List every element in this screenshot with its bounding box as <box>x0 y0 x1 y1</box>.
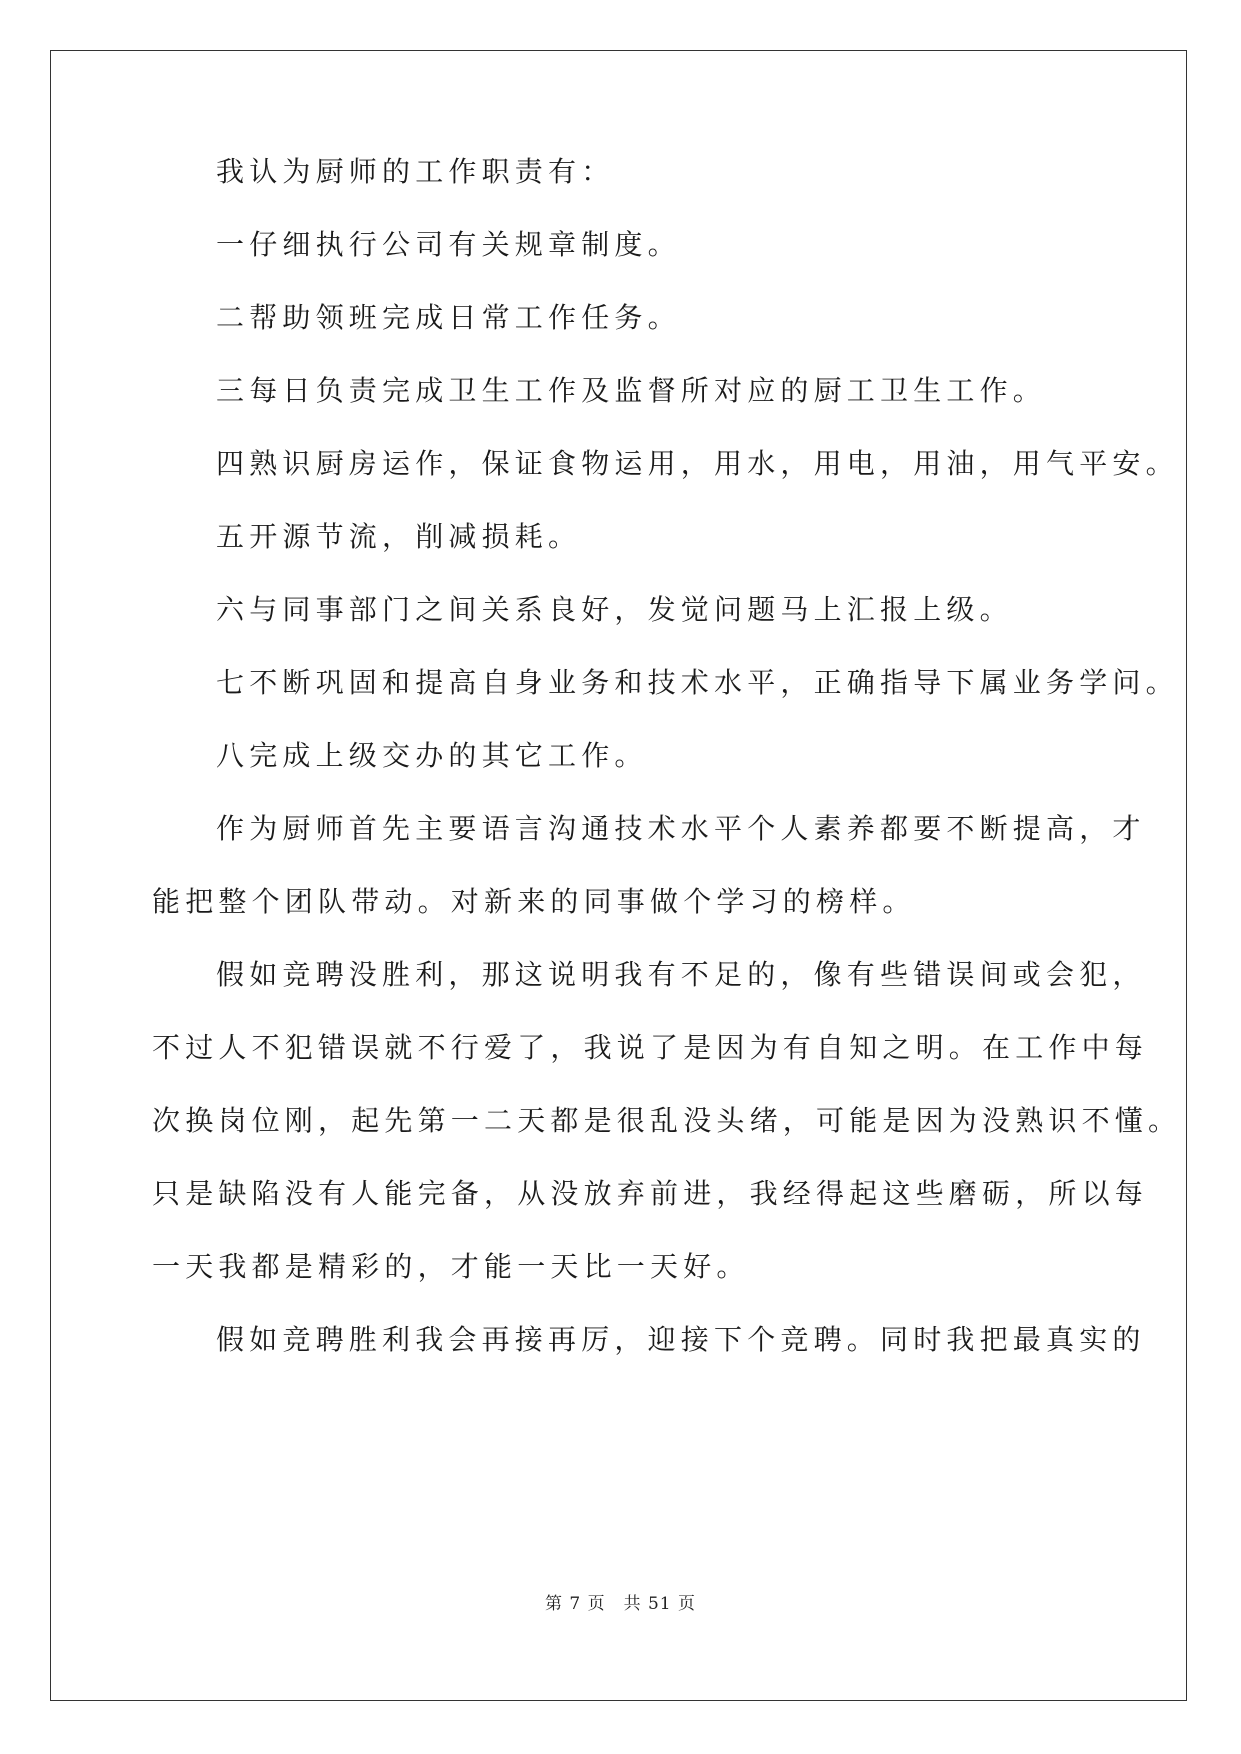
paragraph-line: 次换岗位刚，起先第一二天都是很乱没头绪，可能是因为没熟识不懂。 <box>152 1104 1182 1137</box>
paragraph-line: 四熟识厨房运作，保证食物运用，用水，用电，用油，用气平安。 <box>216 447 1179 480</box>
paragraph-line: 不过人不犯错误就不行爱了，我说了是因为有自知之明。在工作中每 <box>152 1031 1149 1064</box>
paragraph-line: 我认为厨师的工作职责有： <box>216 155 615 188</box>
paragraph-line: 作为厨师首先主要语言沟通技术水平个人素养都要不断提高，才 <box>216 812 1146 845</box>
paragraph-line: 假如竞聘胜利我会再接再厉，迎接下个竞聘。同时我把最真实的 <box>216 1323 1146 1356</box>
paragraph-line: 一天我都是精彩的，才能一天比一天好。 <box>152 1250 750 1283</box>
paragraph-line: 二帮助领班完成日常工作任务。 <box>216 301 681 334</box>
paragraph-line: 三每日负责完成卫生工作及监督所对应的厨工卫生工作。 <box>216 374 1047 407</box>
paragraph-line: 只是缺陷没有人能完备，从没放弃前进，我经得起这些磨砺，所以每 <box>152 1177 1149 1210</box>
paragraph-line: 假如竞聘没胜利，那这说明我有不足的，像有些错误间或会犯， <box>216 958 1146 991</box>
paragraph-line: 六与同事部门之间关系良好，发觉问题马上汇报上级。 <box>216 593 1013 626</box>
paragraph-line: 五开源节流，削减损耗。 <box>216 520 582 553</box>
page-border <box>50 50 1187 1701</box>
paragraph-line: 能把整个团队带动。对新来的同事做个学习的榜样。 <box>152 885 916 918</box>
paragraph-line: 七不断巩固和提高自身业务和技术水平，正确指导下属业务学问。 <box>216 666 1179 699</box>
page-number: 第 7 页 共 51 页 <box>544 1594 697 1614</box>
paragraph-line: 一仔细执行公司有关规章制度。 <box>216 228 681 261</box>
paragraph-line: 八完成上级交办的其它工作。 <box>216 739 648 772</box>
